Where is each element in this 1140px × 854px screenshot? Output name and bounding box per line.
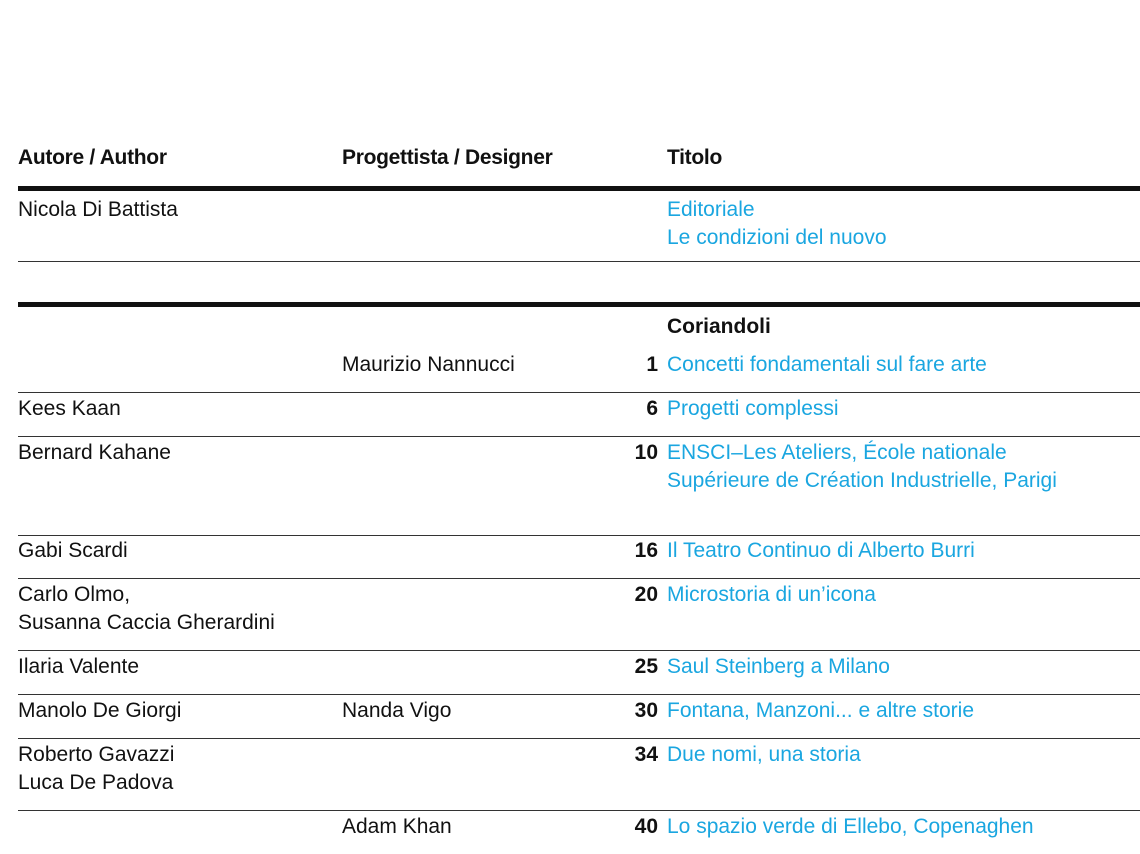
row-divider: [18, 261, 1140, 262]
row-divider: [18, 392, 1140, 393]
row-page: 30: [634, 699, 658, 722]
row-title[interactable]: Fontana, Manzoni... e altre storie: [667, 699, 974, 722]
row-divider: [18, 535, 1140, 536]
row-divider: [18, 694, 1140, 695]
row-page: 40: [634, 815, 658, 838]
row-title[interactable]: ENSCI–Les Ateliers, École nationale Supérieure de Création Industrielle, Parigi: [667, 441, 1057, 492]
table-header: [18, 146, 1140, 176]
row-title[interactable]: Concetti fondamentali sul fare arte: [667, 353, 987, 376]
editorial-title-line2[interactable]: Le condizioni del nuovo: [667, 226, 887, 249]
row-author: Gabi Scardi: [18, 539, 128, 562]
header-author: Autore / Author: [18, 146, 167, 169]
row-divider: [18, 650, 1140, 651]
row-title[interactable]: Microstoria di un’icona: [667, 583, 876, 606]
row-title[interactable]: Progetti complessi: [667, 397, 839, 420]
row-divider: [18, 578, 1140, 579]
row-author: Bernard Kahane: [18, 441, 171, 464]
row-divider: [18, 810, 1140, 811]
row-page: 25: [634, 655, 658, 678]
section-title: Coriandoli: [667, 315, 771, 338]
header-title: Titolo: [667, 146, 722, 169]
row-author: Roberto Gavazzi Luca De Padova: [18, 743, 175, 794]
editorial-title-line1[interactable]: Editoriale: [667, 198, 755, 221]
row-page: 20: [634, 583, 658, 606]
row-designer: Adam Khan: [342, 815, 452, 838]
editorial-author: Nicola Di Battista: [18, 198, 178, 221]
header-rule: [18, 186, 1140, 191]
row-title[interactable]: Il Teatro Continuo di Alberto Burri: [667, 539, 975, 562]
row-page: 6: [646, 397, 658, 420]
row-designer: Maurizio Nannucci: [342, 353, 515, 376]
row-page: 34: [634, 743, 658, 766]
row-title[interactable]: Lo spazio verde di Ellebo, Copenaghen: [667, 815, 1034, 838]
editorial-title[interactable]: [667, 196, 1140, 252]
row-page: 16: [634, 539, 658, 562]
row-author: Kees Kaan: [18, 397, 121, 420]
row-page: 1: [646, 353, 658, 376]
row-title[interactable]: Due nomi, una storia: [667, 743, 861, 766]
row-designer: Nanda Vigo: [342, 699, 452, 722]
row-divider: [18, 738, 1140, 739]
row-divider: [18, 436, 1140, 437]
header-designer: Progettista / Designer: [342, 146, 553, 169]
section-rule: [18, 302, 1140, 307]
row-title[interactable]: Saul Steinberg a Milano: [667, 655, 890, 678]
row-author: Carlo Olmo, Susanna Caccia Gherardini: [18, 583, 275, 634]
row-author: Ilaria Valente: [18, 655, 140, 678]
row-author: Manolo De Giorgi: [18, 699, 182, 722]
row-page: 10: [634, 441, 658, 464]
